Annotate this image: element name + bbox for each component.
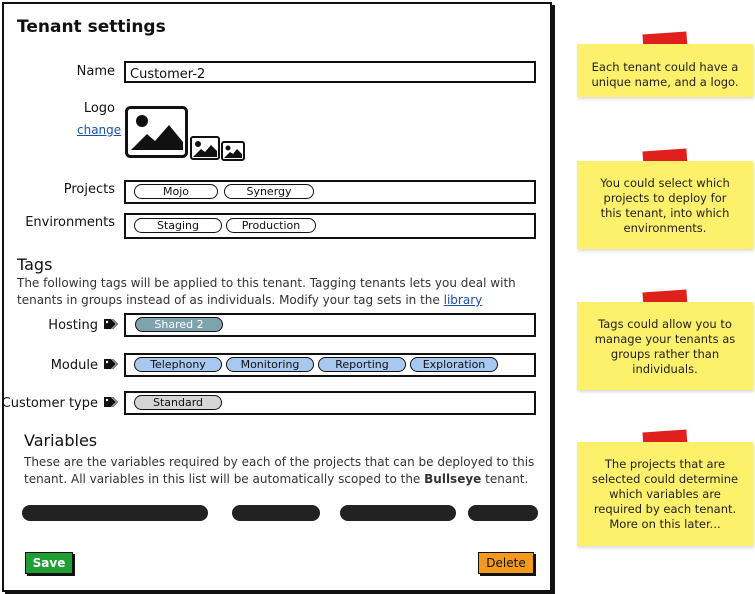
module-tag-chip[interactable]: Exploration [410,357,498,372]
customer-type-field[interactable] [124,391,536,415]
environment-chip[interactable]: Staging [134,218,222,233]
sticky-note-tenant-name [577,44,753,97]
tag-icon [104,397,118,407]
library-link[interactable]: library [443,293,483,307]
module-tag-chip[interactable]: Telephony [134,357,222,372]
tag-icon [104,319,118,329]
module-tag-chip[interactable]: Reporting [318,357,406,372]
note-line: The projects that are [604,457,726,471]
note-line: which variables are [609,487,721,501]
customer-type-tag-chip[interactable]: Standard [134,395,222,410]
logo-image-icon[interactable] [125,106,250,161]
variables-heading: Variables [24,431,98,450]
note-line: required by each tenant. [593,502,737,516]
note-line: unique name, and a logo. [591,75,739,89]
project-chip[interactable]: Synergy [224,184,314,199]
note-line: Each tenant could have a [591,60,739,74]
tags-desc-line1: The following tags will be applied to this tenant. Tagging tenants lets you deal with [17,276,516,290]
delete-button[interactable]: Delete [478,552,534,574]
tags-description [17,275,542,309]
hosting-field[interactable] [124,313,536,337]
logo-change-link[interactable]: change [77,123,122,137]
variables-description [24,454,542,488]
sticky-note-tags [577,302,753,390]
environment-chip[interactable]: Production [226,218,316,233]
tag-icon [104,359,118,369]
module-field[interactable] [124,353,536,377]
note-line: More on this later... [609,517,721,531]
sticky-note-projects [577,161,753,249]
hosting-label: Hosting [48,318,98,333]
tags-desc-line2 [17,292,542,309]
variables-desc-line1: These are the variables required by each of the projects that can be deployed to this [24,455,535,469]
tags-heading: Tags [17,255,53,274]
module-label: Module [50,358,98,373]
page-title: Tenant settings [17,17,166,37]
variables-desc-suffix: tenant. [485,472,529,486]
projects-field[interactable] [124,180,536,204]
project-chip[interactable]: Mojo [134,184,218,199]
note-line: You could select which [600,176,730,190]
note-line: projects to deploy for [603,191,727,205]
variables-placeholder-scribble [340,505,456,521]
variables-desc-text: tenant. All variables in this list will be automatically scoped to the [24,472,421,486]
tenant-name-bold: Bullseye [424,472,482,486]
projects-label: Projects [63,182,115,197]
variables-placeholder-scribble [232,505,320,521]
note-line: Tags could allow you to [598,317,732,331]
variables-placeholder-scribble [468,505,538,521]
note-line: groups rather than [610,347,720,361]
name-field[interactable] [124,61,536,83]
customer-type-label: Customer type [1,396,98,411]
module-tag-chip[interactable]: Monitoring [226,357,314,372]
note-line: manage your tenants as [594,332,736,346]
variables-desc-line2 [24,471,542,488]
note-line: individuals. [632,362,698,376]
environments-label: Environments [25,215,115,230]
hosting-tag-chip[interactable]: Shared 2 [135,317,223,332]
environments-field[interactable] [124,213,536,239]
variables-placeholder-scribble [22,505,208,521]
note-line: selected could determine [591,472,739,486]
save-button[interactable]: Save [25,552,73,574]
name-input[interactable] [126,66,522,83]
tags-desc-text: tenants in groups instead of as individuals. Modify your tag sets in the [17,293,440,307]
logo-label: Logo [83,101,115,116]
name-label: Name [76,64,115,79]
note-line: environments. [623,221,707,235]
sticky-note-variables [577,442,753,546]
note-line: this tenant, into which [600,206,730,220]
